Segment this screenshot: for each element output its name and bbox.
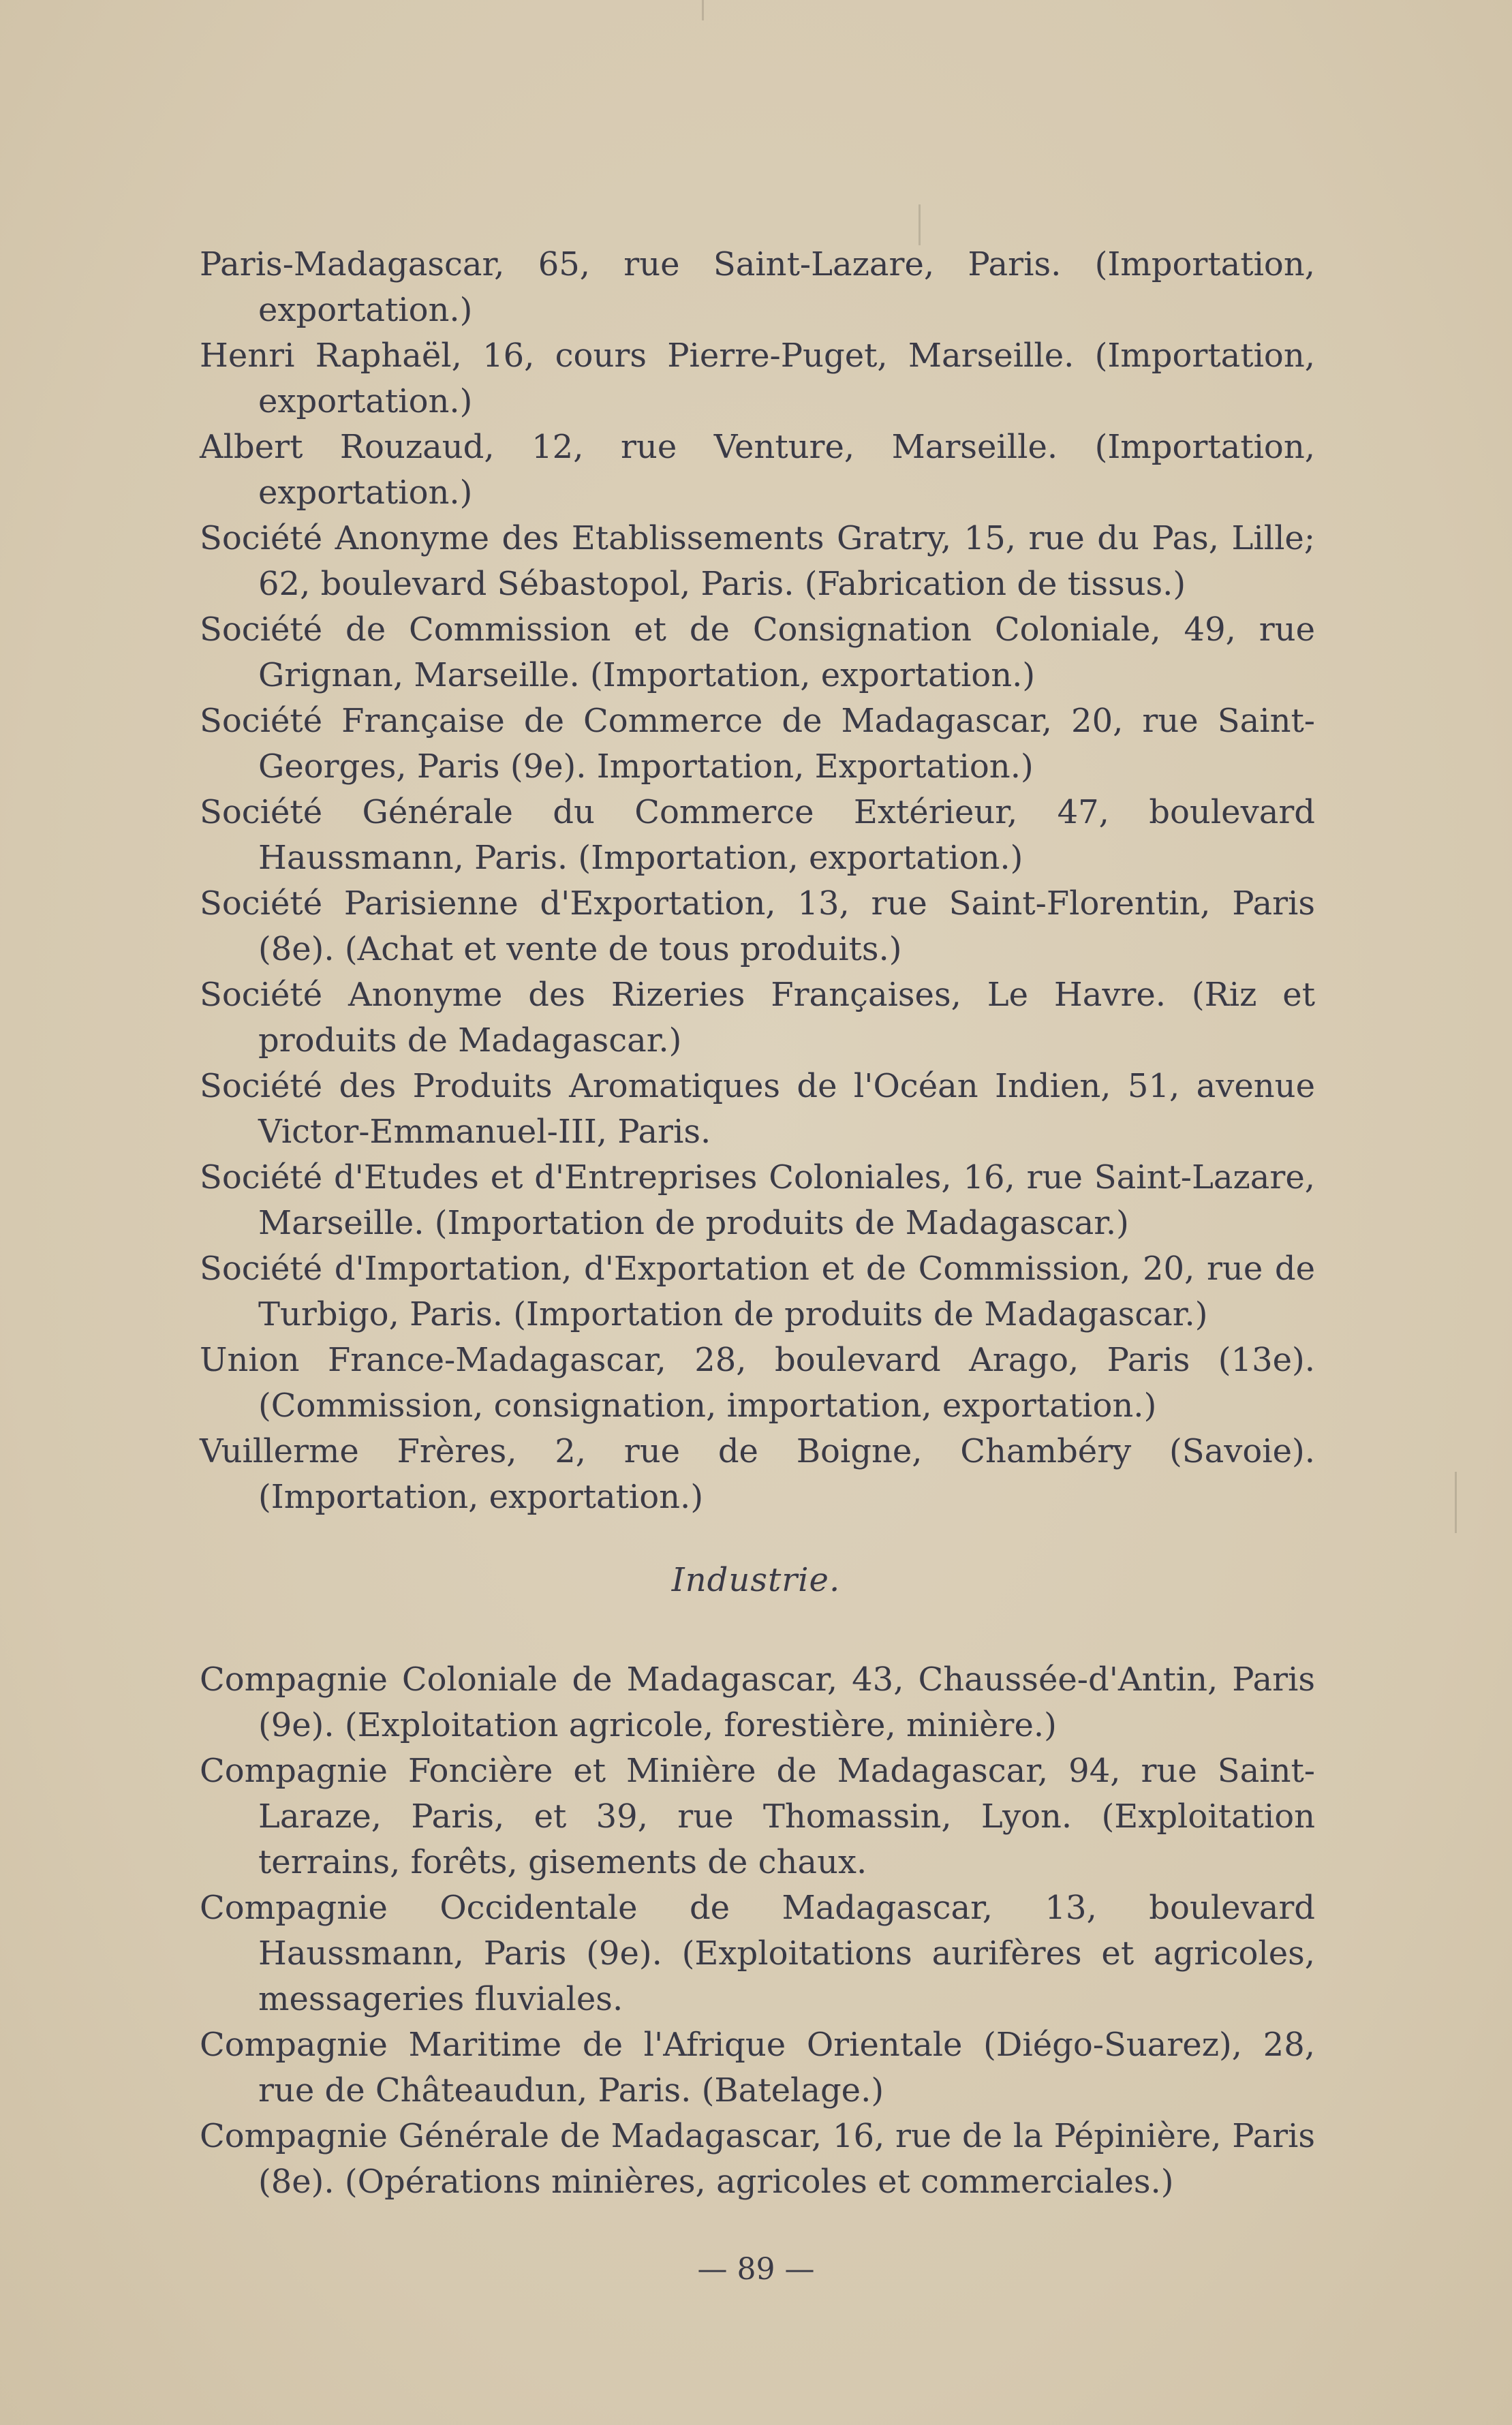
paper-mark: [702, 0, 704, 20]
page-number: — 89 —: [697, 2252, 815, 2287]
list-item: Société de Commission et de Consignation Coloniale, 49, rue Grignan, Marseille. (Importation, exportation.): [200, 611, 1315, 694]
list-item: Société des Produits Aromatiques de l'Océan Indien, 51, avenue Victor-Emmanuel-III, Paris.: [200, 1067, 1315, 1151]
industry-list: [200, 1657, 1315, 2205]
list-item: Compagnie Maritime de l'Afrique Orientale (Diégo-Suarez), 28, rue de Châteaudun, Paris. (Batelage.): [200, 2026, 1315, 2110]
list-item: Albert Rouzaud, 12, rue Venture, Marseille. (Importation, exportation.): [200, 428, 1315, 512]
list-item: Union France-Madagascar, 28, boulevard Arago, Paris (13e). (Commission, consignation, importation, exportation.): [200, 1341, 1315, 1425]
paper-mark: [1455, 1472, 1457, 1533]
list-item: Société d'Etudes et d'Entreprises Coloniales, 16, rue Saint-Lazare, Marseille. (Importation de produits de Madagascar.): [200, 1158, 1315, 1242]
list-item: Société Parisienne d'Exportation, 13, rue Saint-Florentin, Paris (8e). (Achat et vente de tous produits.): [200, 884, 1315, 968]
list-item: Société Générale du Commerce Extérieur, 47, boulevard Haussmann, Paris. (Importation, exportation.): [200, 793, 1315, 877]
list-item: Compagnie Foncière et Minière de Madagascar, 94, rue Saint-Laraze, Paris, et 39, rue Thomassin, Lyon. (Exploitation terrains, forêts, gisements de chaux.: [200, 1752, 1315, 1881]
list-item: Vuillerme Frères, 2, rue de Boigne, Chambéry (Savoie). (Importation, exportation.): [200, 1432, 1315, 1516]
list-item: Société Anonyme des Etablissements Gratry, 15, rue du Pas, Lille; 62, boulevard Sébastopol, Paris. (Fabrication de tissus.): [200, 519, 1315, 603]
list-item: Paris-Madagascar, 65, rue Saint-Lazare, Paris. (Importation, exportation.): [200, 245, 1315, 329]
section-heading: Industrie.: [671, 1561, 841, 1599]
list-item: Compagnie Générale de Madagascar, 16, rue de la Pépinière, Paris (8e). (Opérations minières, agricoles et commerciales.): [200, 2117, 1315, 2201]
list-item: Compagnie Occidentale de Madagascar, 13, boulevard Haussmann, Paris (9e). (Exploitations aurifères et agricoles, messageries fluviales.: [200, 1889, 1315, 2018]
list-item: Compagnie Coloniale de Madagascar, 43, Chaussée-d'Antin, Paris (9e). (Exploitation agricole, forestière, minière.): [200, 1661, 1315, 1744]
trade-list: [200, 242, 1315, 1520]
paper-mark: [919, 204, 921, 245]
list-item: Société d'Importation, d'Exportation et de Commission, 20, rue de Turbigo, Paris. (Importation de produits de Madagascar.): [200, 1250, 1315, 1333]
list-item: Société Anonyme des Rizeries Françaises, Le Havre. (Riz et produits de Madagascar.): [200, 976, 1315, 1060]
list-item: Société Française de Commerce de Madagascar, 20, rue Saint-Georges, Paris (9e). Importation, Exportation.): [200, 702, 1315, 786]
list-item: Henri Raphaël, 16, cours Pierre-Puget, Marseille. (Importation, exportation.): [200, 337, 1315, 420]
